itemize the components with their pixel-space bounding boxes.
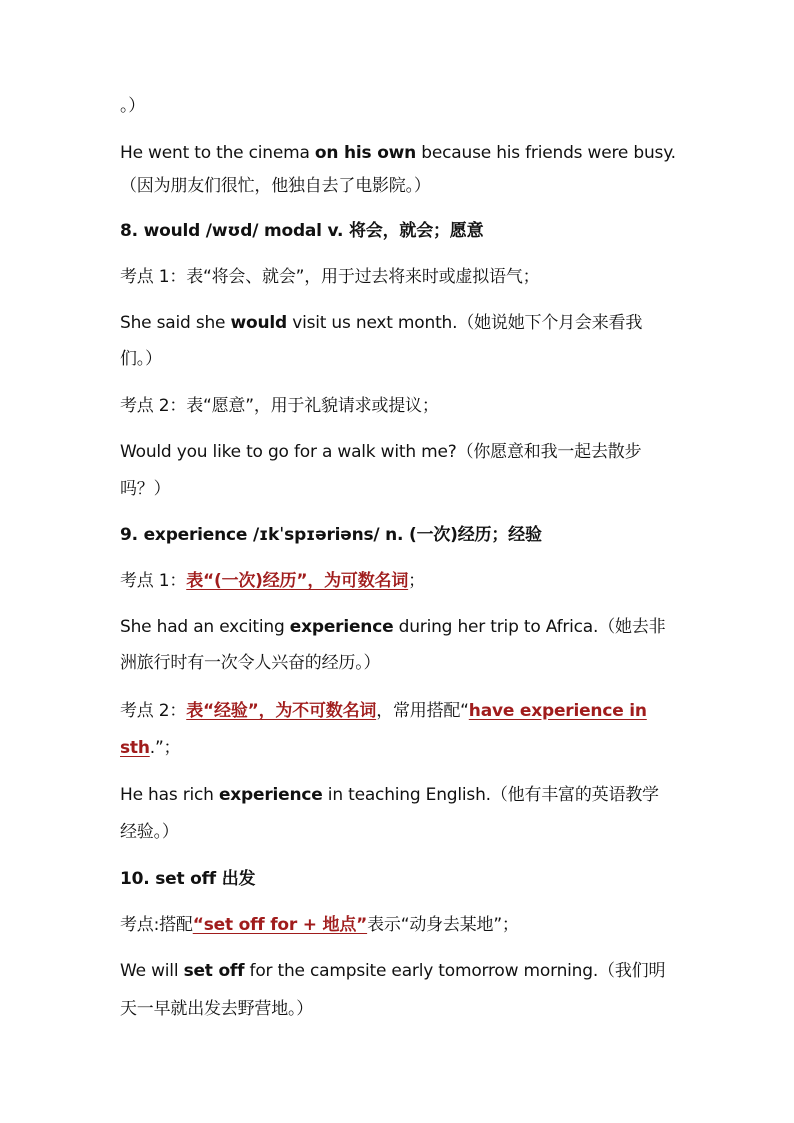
example-sentence: He went to the cinema on his own because his friends were busy. xyxy=(120,143,676,163)
highlight: 表“(一次)经历”，为可数名词 xyxy=(186,571,409,591)
highlight: “set off for + 地点” xyxy=(192,915,368,935)
exam-point: 考点 2：表“经验”，为不可数名词，常用搭配“have experience in xyxy=(120,701,647,721)
keyword: on his own xyxy=(314,143,417,163)
entry-heading: 10. set off 出发 xyxy=(120,869,256,889)
text-line: 洲旅行时有一次令人兴奋的经历。） xyxy=(120,653,381,673)
text-line: 吗？） xyxy=(120,479,171,499)
translation-line: （因为朋友们很忙，他独自去了电影院。） xyxy=(120,176,431,196)
example-sentence: He has rich experience in teaching English.（他有丰富的英语教学 xyxy=(120,785,659,805)
exam-point: 考点 2：表“愿意”，用于礼貌请求或提议； xyxy=(120,396,439,416)
highlight: 表“经验”，为不可数名词 xyxy=(186,701,377,721)
example-sentence: She said she would visit us next month.（她说她下个月会来看我 xyxy=(120,313,643,333)
exam-point: 考点 1：表“(一次)经历”，为可数名词； xyxy=(120,571,425,591)
highlight: have experience in xyxy=(468,701,647,721)
example-sentence: She had an exciting experience during her trip to Africa.（她去非 xyxy=(120,617,666,637)
example-sentence: Would you like to go for a walk with me?（你愿意和我一起去散步 xyxy=(120,442,642,462)
text-line: 。） xyxy=(120,96,146,116)
exam-point: 考点 1：表“将会、就会”，用于过去将来时或虚拟语气； xyxy=(120,267,540,287)
keyword: would xyxy=(230,313,287,333)
text-line: sth.”； xyxy=(120,738,181,758)
entry-heading: 8. would /wʊd/ modal v. 将会，就会；愿意 xyxy=(120,221,484,241)
example-sentence: We will set off for the campsite early tomorrow morning.（我们明 xyxy=(120,961,666,981)
keyword: experience xyxy=(289,617,394,637)
entry-heading: 9. experience /ɪkˈspɪəriəns/ n. (一次)经历；经验 xyxy=(120,525,542,545)
exam-point: 考点:搭配“set off for + 地点”表示“动身去某地”； xyxy=(120,915,519,935)
text-line: 们。） xyxy=(120,349,162,369)
keyword: set off xyxy=(183,961,245,981)
highlight: sth xyxy=(120,738,150,758)
text-line: 天一早就出发去野营地。） xyxy=(120,999,314,1019)
keyword: experience xyxy=(218,785,323,805)
text-line: 经验。） xyxy=(120,822,179,842)
